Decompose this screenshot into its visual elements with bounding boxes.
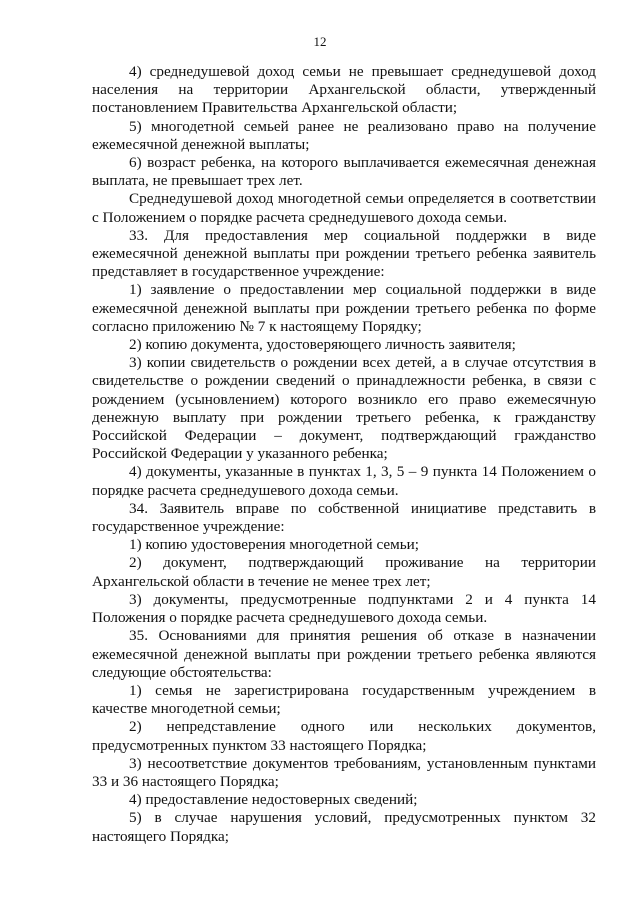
paragraph-33-item-4: 4) документы, указанные в пунктах 1, 3, 5 – 9 пункта 14 Положением о порядке расчета среднедушевого дохода семьи. <box>92 463 596 499</box>
paragraph-33-item-2: 2) копию документа, удостоверяющего личность заявителя; <box>129 336 516 354</box>
paragraph-35-item-1: 1) семья не зарегистрирована государственным учреждением в качестве многодетной семьи; <box>92 681 596 718</box>
paragraph-item-4: 4) среднедушевой доход семьи не превышает среднедушевой доход населения на территории Архангельской области, утвержденный постановлением Правительства Архангельской области; <box>92 63 596 117</box>
paragraph-34-item-1: 1) копию удостоверения многодетной семьи; <box>129 536 419 554</box>
paragraph-33-item-3: 3) копии свидетельств о рождении всех детей, а в случае отсутствия в свидетельстве о рождении сведений о принадлежности ребенка, в связи с рождением (усыновлением) которого возникло его право ежемесячную денежную выплату при рождении третьего ребенка, к гражданству Российской Федерации – документ, подтверждающий гражданство Российской Федерации у указанного ребенка; <box>92 354 596 463</box>
paragraph-clause-35: 35. Основаниями для принятия решения об отказе в назначении ежемесячной денежной выплаты при рождении третьего ребенка являются следующие обстоятельства: <box>92 627 596 681</box>
paragraph-34-item-3: 3) документы, предусмотренные подпунктами 2 и 4 пункта 14 Положения о порядке расчета среднедушевого дохода семьи. <box>92 590 596 627</box>
paragraph-35-item-2: 2) непредставление одного или нескольких документов, предусмотренных пунктом 33 настоящего Порядка; <box>92 718 596 754</box>
paragraph-35-item-3: 3) несоответствие документов требованиям, установленным пунктами 33 и 36 настоящего Порядка; <box>92 754 596 790</box>
paragraph-item-5: 5) многодетной семьей ранее не реализовано право на получение ежемесячной денежной выплаты; <box>92 117 596 153</box>
paragraph-33-item-1: 1) заявление о предоставлении мер социальной поддержки в виде ежемесячной денежной выплаты при рождении третьего ребенка по форме согласно приложению № 7 к настоящему Порядку; <box>92 281 596 335</box>
paragraph-35-item-5: 5) в случае нарушения условий, предусмотренных пунктом 32 настоящего Порядка; <box>92 809 596 845</box>
paragraph-item-6: 6) возраст ребенка, на которого выплачивается ежемесячная денежная выплата, не превышает трех лет. <box>92 154 596 190</box>
paragraph-clause-33: 33. Для предоставления мер социальной поддержки в виде ежемесячной денежной выплаты при рождении третьего ребенка заявитель представляет в государственное учреждение: <box>92 226 596 281</box>
paragraph-35-item-4: 4) предоставление недостоверных сведений; <box>129 791 418 809</box>
document-body <box>92 63 596 846</box>
paragraph-34-item-2: 2) документ, подтверждающий проживание на территории Архангельской области в течение не менее трех лет; <box>92 554 596 590</box>
paragraph-income: Среднедушевой доход многодетной семьи определяется в соответствии с Положением о порядке расчета среднедушевого дохода семьи. <box>92 190 596 226</box>
paragraph-clause-34: 34. Заявитель вправе по собственной инициативе представить в государственное учреждение: <box>92 499 596 536</box>
page-number: 12 <box>313 34 327 49</box>
